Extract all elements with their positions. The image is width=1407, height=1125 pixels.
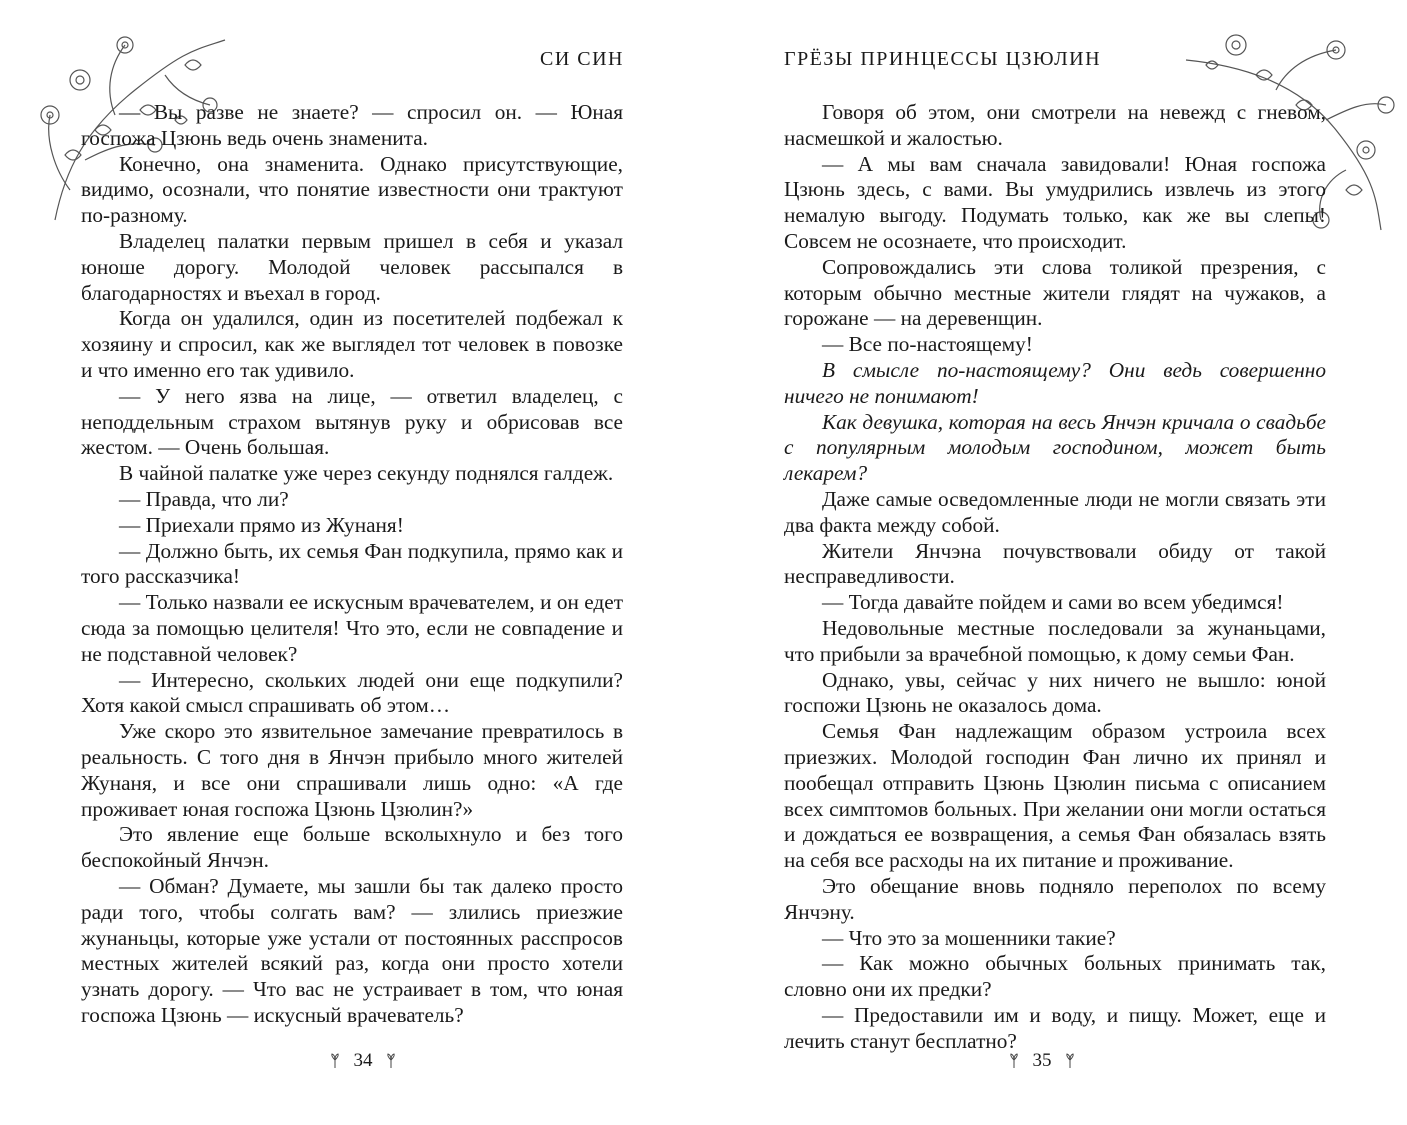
paragraph: Уже скоро это язвительное замечание превратилось в реальность. С того дня в Янчэн прибыло много жителей Жунаня, и все они спрашивали лишь одно: «А где проживает юная госпожа Цзюнь Цзюлин?» xyxy=(81,719,623,821)
paragraph: — Только назвали ее искусным врачевателем, и он едет сюда за помощью целителя! Что это, если не совпадение и не подставной человек? xyxy=(81,590,623,666)
paragraph: Когда он удалился, один из посетителей подбежал к хозяину и спросил, как же выглядел тот человек в повозке и что именно его так удивило. xyxy=(81,306,623,382)
paragraph: — Предоставили им и воду, и пищу. Может, еще и лечить станут бесплатно? xyxy=(784,1002,1326,1053)
italic-paragraph: В смысле по-настоящему? Они ведь совершенно ничего не понимают! xyxy=(784,357,1326,408)
running-header: ГРЁЗЫ ПРИНЦЕССЫ ЦЗЮЛИН xyxy=(784,48,1102,70)
page-number xyxy=(982,1049,1102,1072)
paragraph: — Как можно обычных больных принимать так, словно они их предки? xyxy=(784,951,1326,1002)
paragraph: Это явление еще больше всколыхнуло и без того беспокойный Янчэн. xyxy=(81,822,623,873)
paragraph: — У него язва на лице, — ответил владелец, с неподдельным страхом вытянув руку и обрисовав все жестом. — Очень большая. xyxy=(81,383,623,460)
italic-paragraph: Как девушка, которая на весь Янчэн кричала о свадьбе с популярным молодым господином, может быть лекарем? xyxy=(784,409,1326,486)
paragraph: — Что это за мошенники такие? xyxy=(822,925,1116,950)
paragraph: — Все по-настоящему! xyxy=(822,332,1033,357)
paragraph: В чайной палатке уже через секунду поднялся галдеж. xyxy=(119,461,614,486)
page-body-text xyxy=(784,100,1326,1054)
page-number xyxy=(303,1049,423,1072)
flower-ornament-icon xyxy=(1062,1053,1078,1069)
page-number-value: 34 xyxy=(353,1049,373,1071)
paragraph: Однако, увы, сейчас у них ничего не вышло: юной госпожи Цзюнь не оказалось дома. xyxy=(784,667,1326,718)
paragraph: — Вы разве не знаете? — спросил он. — Юная госпожа Цзюнь ведь очень знаменита. xyxy=(81,100,623,150)
paragraph: Жители Янчэна почувствовали обиду от такой несправедливости. xyxy=(784,538,1326,589)
paragraph: — Правда, что ли? xyxy=(119,486,289,511)
paragraph: — Приехали прямо из Жунаня! xyxy=(119,512,404,537)
left-page xyxy=(0,0,703,1125)
flower-ornament-icon xyxy=(383,1053,399,1069)
paragraph: Владелец палатки первым пришел в себя и указал юноше дорогу. Молодой человек рассыпался в благодарностях и въехал в город. xyxy=(81,228,623,305)
paragraph: — Должно быть, их семья Фан подкупила, прямо как и того рассказчика! xyxy=(81,538,623,589)
paragraph: — А мы вам сначала завидовали! Юная госпожа Цзюнь здесь, с вами. Вы умудрились извлечь из этого немалую выгоду. Подумать только, как же вы слепы! Совсем не осознаете, что происходит. xyxy=(784,151,1326,253)
paragraph: Говоря об этом, они смотрели на невежд с гневом, насмешкой и жалостью. xyxy=(784,100,1326,150)
flower-ornament-icon xyxy=(1006,1053,1022,1069)
paragraph: Конечно, она знаменита. Однако присутствующие, видимо, осознали, что понятие известности они трактуют по-разному. xyxy=(81,151,623,228)
paragraph: — Обман? Думаете, мы зашли бы так далеко просто ради того, чтобы солгать вам? — злились приезжие жунаньцы, которые уже устали от постоянных расспросов местных жителей всякий раз, когда они просто хотели узнать дорогу. — Что вас не устраивает в том, что юная госпожа Цзюнь — искусный врачеватель? xyxy=(81,873,623,1027)
right-page xyxy=(704,0,1407,1125)
paragraph: Недовольные местные последовали за жунаньцами, что прибыли за врачебной помощью, к дому семьи Фан. xyxy=(784,615,1326,666)
paragraph: Даже самые осведомленные люди не могли связать эти два факта между собой. xyxy=(784,486,1326,537)
paragraph: Сопровождались эти слова толикой презрения, с которым обычно местные жители глядят на чужаков, а горожане — на деревенщин. xyxy=(784,254,1326,331)
paragraph: Это обещание вновь подняло переполох по всему Янчэну. xyxy=(784,873,1326,924)
paragraph: Семья Фан надлежащим образом устроила всех приезжих. Молодой господин Фан лично их принял и пообещал отправить Цзюнь Цзюлин письма с описанием всех симптомов больных. При желании они могли остаться и дождаться ее возвращения, а семья Фан обязалась взять на себя все расходы на их питание и проживание. xyxy=(784,719,1326,873)
paragraph: — Тогда давайте пойдем и сами во всем убедимся! xyxy=(822,590,1284,615)
flower-ornament-icon xyxy=(327,1053,343,1069)
page-number-value: 35 xyxy=(1032,1049,1052,1071)
running-header: СИ СИН xyxy=(539,48,624,70)
page-body-text xyxy=(81,100,623,1029)
paragraph: — Интересно, скольких людей они еще подкупили? Хотя какой смысл спрашивать об этом… xyxy=(81,667,623,718)
